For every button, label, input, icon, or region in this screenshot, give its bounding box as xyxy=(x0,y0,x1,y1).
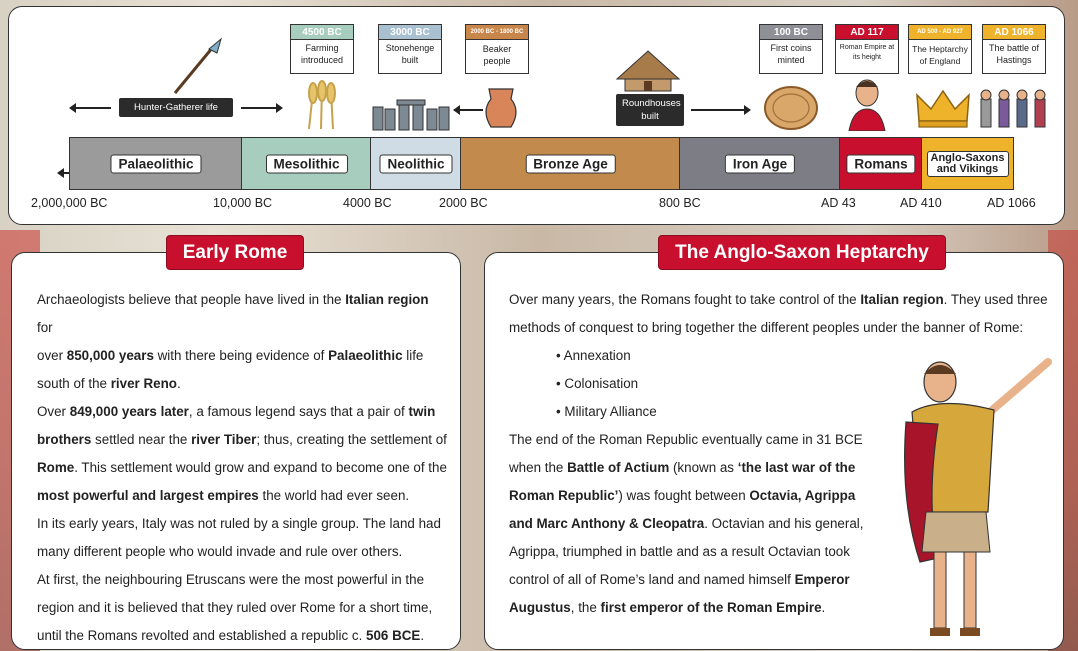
period-label: Mesolithic xyxy=(265,154,347,173)
text-line: until the Romans revolted and established a republic c. 506 BCE. xyxy=(37,628,425,643)
event-farming xyxy=(290,24,354,74)
event-date: AD 117 xyxy=(836,25,898,40)
hunter-gatherer-tag: Hunter-Gatherer life xyxy=(119,98,233,117)
heptarchy-intro xyxy=(509,286,1059,342)
bold-text: and Marc Anthony & Cleopatra xyxy=(509,516,705,531)
text-line: many different people who would invade and rule over others. xyxy=(37,544,403,559)
bold-text: most powerful and largest empires xyxy=(37,488,259,503)
stonehenge-icon xyxy=(371,99,451,131)
period-anglo-saxons xyxy=(921,137,1014,190)
spear-icon xyxy=(169,37,224,97)
text-line: Rome. This settlement would grow and expand to become one of the xyxy=(37,460,447,475)
bold-text: Roman Republic’ xyxy=(509,488,619,503)
heptarchy-text xyxy=(509,426,869,622)
text-line: over 850,000 years with there being evidence of Palaeolithic life xyxy=(37,348,424,363)
text-line: most powerful and largest empires the world had ever seen. xyxy=(37,488,410,503)
text-line: At first, the neighbouring Etruscans were the most powerful in the xyxy=(37,572,425,587)
event-roman-height xyxy=(835,24,899,74)
text-line: south of the river Reno. xyxy=(37,376,181,391)
bullet-item: • Military Alliance xyxy=(556,398,657,426)
period-neolithic xyxy=(370,137,462,190)
arrow-right-icon xyxy=(691,109,749,111)
date-label: 4000 BC xyxy=(343,196,392,210)
bold-text: river Reno xyxy=(110,376,177,391)
text-line: when the Battle of Actium (known as ‘the last war of the xyxy=(509,460,856,475)
period-romans xyxy=(839,137,923,190)
bold-text: Palaeolithic xyxy=(328,348,403,363)
text-line: brothers settled near the river Tiber; thus, creating the settlement of xyxy=(37,432,447,447)
heptarchy-title: The Anglo-Saxon Heptarchy xyxy=(658,235,946,270)
emperor-icon xyxy=(845,75,889,131)
text-line: control of all of Rome’s land and named himself Emperor xyxy=(509,572,850,587)
beaker-pot-icon xyxy=(481,85,521,131)
event-beaker xyxy=(465,24,529,74)
arrow-right-icon xyxy=(241,107,281,109)
text-line: Agrippa, triumphed in battle and as a result Octavian took xyxy=(509,544,850,559)
event-date: AD 500 - AD 927 xyxy=(909,25,971,40)
bullet-item: • Annexation xyxy=(556,342,657,370)
event-date: 100 BC xyxy=(760,25,822,40)
bullet-item: • Colonisation xyxy=(556,370,657,398)
date-label: AD 1066 xyxy=(987,196,1036,210)
text-line: Over 849,000 years later, a famous legend says that a pair of twin xyxy=(37,404,436,419)
event-date: 4500 BC xyxy=(291,25,353,40)
bold-text: 506 BCE xyxy=(366,628,421,643)
date-label: 2000 BC xyxy=(439,196,488,210)
bold-text: Italian region xyxy=(860,292,944,307)
early-rome-title: Early Rome xyxy=(166,235,304,270)
bold-text: brothers xyxy=(37,432,92,447)
coin-icon xyxy=(763,85,819,131)
period-bronze-age xyxy=(460,137,681,190)
bold-text: river Tiber xyxy=(191,432,257,447)
date-label: 800 BC xyxy=(659,196,701,210)
date-label: AD 410 xyxy=(900,196,942,210)
event-label: Farming introduced xyxy=(300,43,344,65)
event-heptarchy xyxy=(908,24,972,74)
arrow-left-icon xyxy=(455,109,483,111)
text-line: Over many years, the Romans fought to take control of the Italian region. They used three xyxy=(509,292,1048,307)
event-date: 2000 BC - 1800 BC xyxy=(466,25,528,40)
event-label: Beaker people xyxy=(482,44,512,66)
period-palaeolithic xyxy=(69,137,243,190)
event-label: Roman Empire at its height xyxy=(839,44,895,61)
text-line: The end of the Roman Republic eventually came in 31 BCE xyxy=(509,432,863,447)
bold-text: 850,000 years xyxy=(66,348,154,363)
battle-icon xyxy=(975,85,1055,133)
bold-text: Augustus xyxy=(509,600,571,615)
wheat-icon xyxy=(299,79,345,131)
text-line: Roman Republic’) was fought between Octavia, Agrippa xyxy=(509,488,856,503)
text-line: methods of conquest to bring together the different peoples under the banner of Rome: xyxy=(509,320,1024,335)
period-mesolithic xyxy=(241,137,372,190)
period-label: Romans xyxy=(846,154,915,173)
bold-text: 849,000 years later xyxy=(69,404,189,419)
event-label: The Heptarchy of England xyxy=(912,44,968,66)
bold-text: ‘the last war of the xyxy=(737,460,856,475)
text-line: Archaeologists believe that people have lived in the Italian region for xyxy=(37,292,429,335)
text-line: In its early years, Italy was not ruled by a single group. The land had xyxy=(37,516,441,531)
period-label: Bronze Age xyxy=(525,154,616,173)
crown-icon xyxy=(915,87,971,131)
text-line: Augustus, the first emperor of the Roman Empire. xyxy=(509,600,826,615)
roundhouses-tag: Roundhouses built xyxy=(616,94,684,126)
bold-text: twin xyxy=(408,404,436,419)
event-label: First coins minted xyxy=(770,43,812,65)
event-coins xyxy=(759,24,823,74)
text-line: region and it is believed that they ruled over Rome for a short time, xyxy=(37,600,433,615)
bold-text: Octavia, Agrippa xyxy=(749,488,856,503)
bold-text: Italian region xyxy=(345,292,429,307)
roundhouse-icon xyxy=(615,49,681,93)
period-label: Neolithic xyxy=(379,154,452,173)
date-label: 10,000 BC xyxy=(213,196,273,210)
conquest-methods-list xyxy=(556,342,657,426)
event-date: AD 1066 xyxy=(983,25,1045,40)
event-date: 3000 BC xyxy=(379,25,441,40)
period-label: Palaeolithic xyxy=(110,154,201,173)
bold-text: Rome xyxy=(37,460,75,475)
event-stonehenge xyxy=(378,24,442,74)
text-line: and Marc Anthony & Cleopatra. Octavian and his general, xyxy=(509,516,864,531)
period-iron-age xyxy=(679,137,841,190)
event-hastings xyxy=(982,24,1046,74)
bold-text: Battle of Actium xyxy=(567,460,670,475)
timeline-panel xyxy=(8,6,1065,225)
date-label: 2,000,000 BC xyxy=(31,196,108,210)
augustus-illustration xyxy=(890,352,1060,648)
event-label: Stonehenge built xyxy=(385,43,435,65)
bold-text: Emperor xyxy=(794,572,850,587)
period-label: Iron Age xyxy=(725,154,795,173)
arrow-left-icon xyxy=(71,107,111,109)
early-rome-text xyxy=(37,286,447,650)
period-label: Anglo-Saxons and Vikings xyxy=(927,151,1009,177)
date-label: AD 43 xyxy=(821,196,856,210)
event-label: The battle of Hastings xyxy=(988,43,1040,65)
bold-text: first emperor of the Roman Empire xyxy=(600,600,822,615)
